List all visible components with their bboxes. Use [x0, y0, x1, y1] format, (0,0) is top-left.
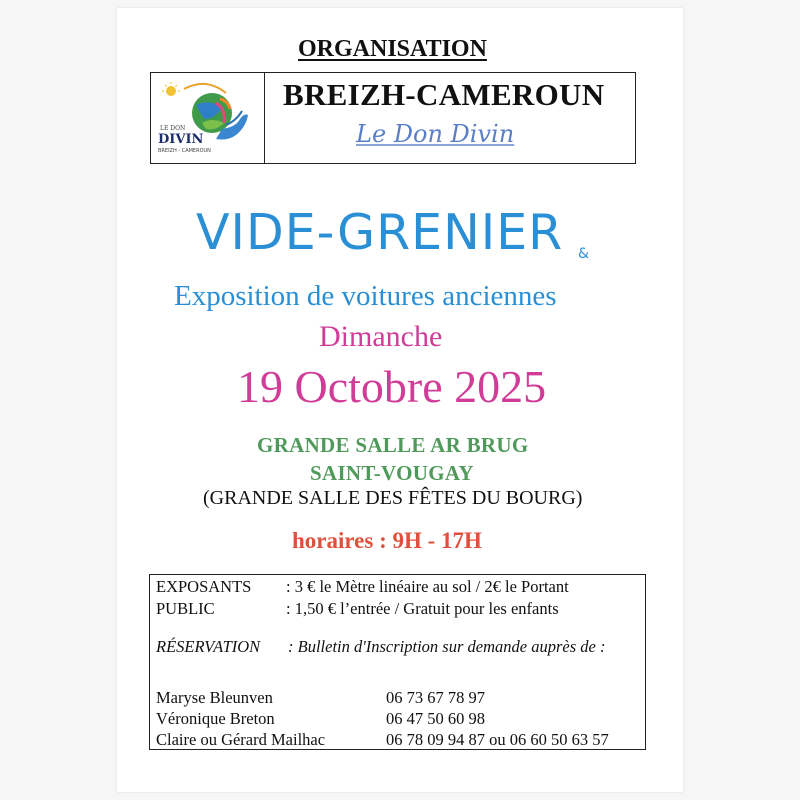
event-day: Dimanche: [319, 320, 443, 353]
organisation-subtitle: Le Don Divin: [356, 120, 515, 148]
globe-hands-logo-icon: [156, 79, 258, 159]
reservation-label: RÉSERVATION: [156, 637, 261, 656]
organisation-name: BREIZH-CAMEROUN: [283, 77, 605, 112]
header-divider: [264, 72, 265, 164]
reservation-text: : Bulletin d'Inscription sur demande auprès de :: [288, 637, 606, 656]
opening-hours: horaires : 9H - 17H: [292, 528, 482, 553]
venue-note: (GRANDE SALLE DES FÊTES DU BOURG): [203, 487, 583, 509]
exposants-label: EXPOSANTS: [156, 577, 252, 596]
contact-phone: 06 47 50 60 98: [386, 709, 485, 728]
contact-name: Véronique Breton: [156, 709, 275, 728]
event-title: VIDE-GRENIER: [196, 204, 564, 261]
public-label: PUBLIC: [156, 599, 215, 618]
venue-name: GRANDE SALLE AR BRUG: [257, 433, 529, 457]
public-price: : 1,50 € l’entrée / Gratuit pour les enfants: [286, 599, 559, 618]
contact-name: Claire ou Gérard Mailhac: [156, 730, 326, 749]
exposants-price: : 3 € le Mètre linéaire au sol / 2€ le Portant: [286, 577, 569, 596]
venue-town: SAINT-VOUGAY: [310, 461, 474, 485]
ampersand: &: [578, 246, 589, 262]
event-date: 19 Octobre 2025: [237, 361, 547, 412]
contact-phone: 06 73 67 78 97: [386, 688, 485, 707]
event-subtitle: Exposition de voitures anciennes: [174, 280, 557, 312]
logo-text-line2: DIVIN: [158, 132, 204, 147]
logo-text-line3: BREIZH - CAMEROUN: [158, 148, 211, 154]
organisation-heading: ORGANISATION: [298, 36, 487, 62]
logo-text-line1: LE DON: [160, 125, 186, 132]
contact-name: Maryse Bleunven: [156, 688, 273, 707]
contact-phone: 06 78 09 94 87 ou 06 60 50 63 57: [386, 730, 609, 749]
